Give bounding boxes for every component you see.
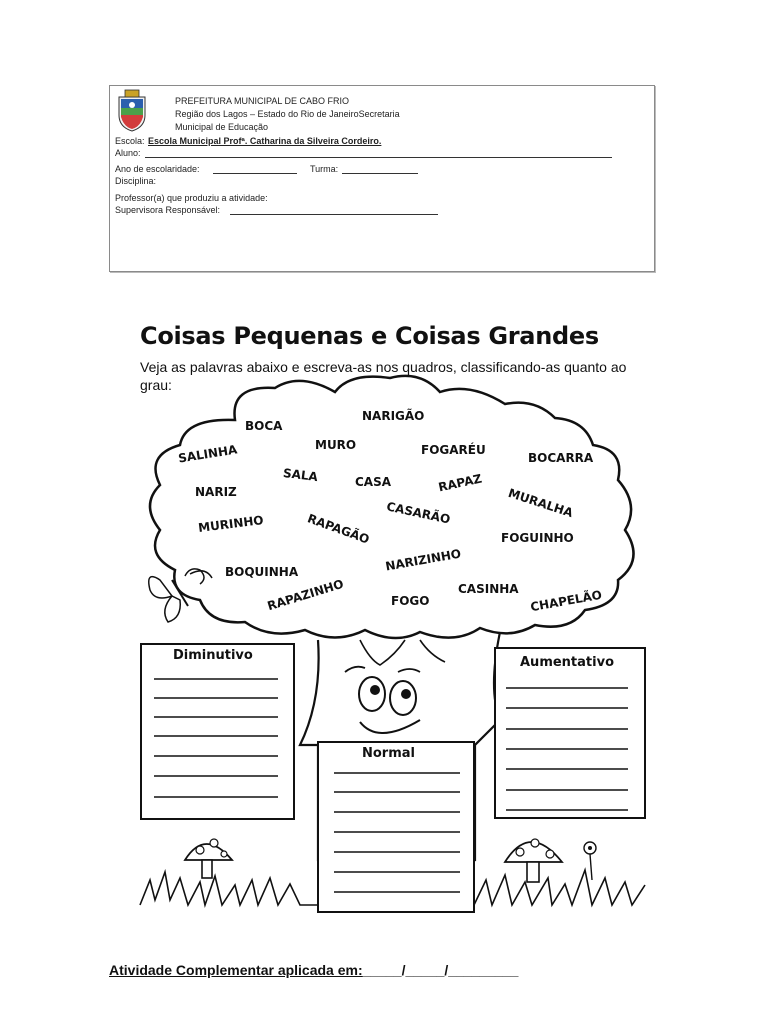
word-item: SALA bbox=[282, 465, 319, 485]
word-item: CASARÃO bbox=[385, 499, 452, 527]
worksheet-title: Coisas Pequenas e Coisas Grandes bbox=[140, 322, 599, 350]
word-item: SALINHA bbox=[177, 442, 239, 466]
grass-left bbox=[140, 872, 318, 905]
footer-date-blank[interactable]: _____/_____/_________ bbox=[362, 962, 519, 978]
normal-label: Normal bbox=[362, 746, 415, 761]
word-item: BOCA bbox=[245, 419, 283, 433]
diminutivo-box bbox=[141, 644, 294, 819]
aumentativo-label: Aumentativo bbox=[520, 655, 614, 670]
word-item: NARIGÃO bbox=[362, 409, 425, 423]
supervisor-blank[interactable] bbox=[230, 214, 438, 215]
word-item: RAPAGÃO bbox=[305, 511, 372, 547]
word-item: FOGARÉU bbox=[421, 443, 486, 457]
header-line-1: PREFEITURA MUNICIPAL DE CABO FRIO bbox=[175, 96, 350, 106]
municipal-crest-icon bbox=[116, 89, 148, 133]
header-line-3: Municipal de Educação bbox=[175, 122, 269, 132]
school-name: Escola Municipal Profª. Catharina da Silveira Cordeiro. bbox=[148, 136, 382, 146]
supervisor-label: Supervisora Responsável: bbox=[115, 205, 221, 215]
mushroom-left-icon bbox=[185, 839, 232, 878]
word-item: MURINHO bbox=[197, 513, 265, 535]
tree-smile bbox=[360, 720, 420, 733]
tree-illustration bbox=[113, 314, 653, 914]
word-item: RAPAZ bbox=[437, 471, 484, 495]
word-item: NARIZ bbox=[195, 485, 237, 499]
student-label: Aluno: bbox=[115, 148, 141, 158]
word-item: FOGUINHO bbox=[501, 531, 574, 545]
word-item: MURALHA bbox=[506, 485, 575, 521]
word-item: RAPAZINHO bbox=[265, 576, 346, 614]
footer-label: Atividade Complementar aplicada em: bbox=[109, 962, 363, 978]
class-blank[interactable] bbox=[342, 173, 418, 174]
word-item: BOCARRA bbox=[528, 451, 594, 465]
grade-blank[interactable] bbox=[213, 173, 297, 174]
diminutivo-label: Diminutivo bbox=[173, 648, 253, 663]
word-item: MURO bbox=[315, 438, 357, 452]
footer-date-line bbox=[109, 962, 518, 978]
teacher-label: Professor(a) que produziu a atividade: bbox=[115, 193, 268, 203]
subject-label: Disciplina: bbox=[115, 176, 157, 186]
grass-right bbox=[474, 870, 645, 905]
class-label: Turma: bbox=[310, 164, 339, 174]
word-item: CASA bbox=[355, 475, 392, 489]
word-item: FOGO bbox=[391, 594, 430, 608]
word-item: NARIZINHO bbox=[384, 546, 463, 574]
normal-box bbox=[318, 742, 474, 912]
header-line-2: Região dos Lagos – Estado do Rio de JaneiroSecretaria bbox=[175, 109, 400, 119]
mushroom-right-icon bbox=[505, 839, 562, 882]
word-item: CHAPELÃO bbox=[529, 587, 603, 615]
word-item: BOQUINHA bbox=[225, 565, 299, 579]
word-item: CASINHA bbox=[458, 582, 519, 596]
worksheet-instructions: Veja as palavras abaixo e escreva-as nos quadros, classificando-as quanto ao grau: bbox=[140, 359, 627, 393]
aumentativo-box bbox=[495, 648, 645, 818]
student-blank[interactable] bbox=[145, 157, 612, 158]
grade-label: Ano de escolaridade: bbox=[115, 164, 200, 174]
school-label: Escola: bbox=[115, 136, 145, 146]
